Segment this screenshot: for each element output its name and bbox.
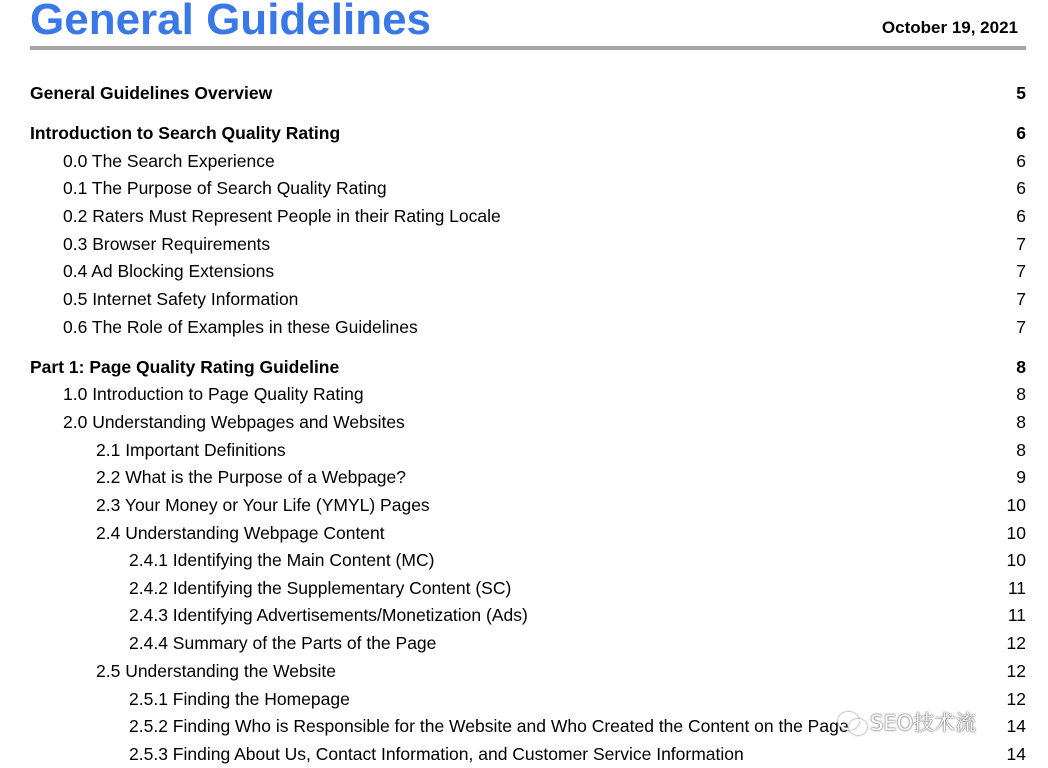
toc-entry-title[interactable]: 2.5 Understanding the Website: [96, 661, 336, 681]
toc-entry-page-number: 7: [1016, 289, 1026, 309]
toc-entry[interactable]: [30, 522, 1026, 544]
toc-entry-page-number: 6: [1016, 206, 1026, 226]
toc-entry-title[interactable]: 0.5 Internet Safety Information: [63, 289, 299, 309]
toc-entry[interactable]: [30, 632, 1026, 654]
toc-entry[interactable]: [30, 150, 1026, 172]
toc-entry-title[interactable]: 0.3 Browser Requirements: [63, 234, 271, 254]
toc-entry-page-number: 7: [1016, 317, 1026, 337]
toc-entry-page-number: 8: [1016, 412, 1026, 432]
toc-entry-page-number: 7: [1016, 234, 1026, 254]
toc-entry-title[interactable]: 2.2 What is the Purpose of a Webpage?: [96, 467, 407, 487]
toc-entry[interactable]: [30, 288, 1026, 310]
toc-entry-title[interactable]: 0.0 The Search Experience: [63, 151, 275, 171]
header-divider: [30, 46, 1026, 50]
toc-entry-page-number: 12: [1006, 689, 1026, 709]
document-header: [30, 0, 1026, 52]
toc-entry[interactable]: [30, 82, 1026, 104]
toc-entry[interactable]: [30, 260, 1026, 282]
toc-entry-page-number: 8: [1016, 384, 1026, 404]
toc-entry[interactable]: [30, 577, 1026, 599]
toc-entry[interactable]: [30, 439, 1026, 461]
toc-entry-title[interactable]: 1.0 Introduction to Page Quality Rating: [63, 384, 364, 404]
toc-entry-page-number: 11: [1007, 578, 1026, 598]
toc-entry-title[interactable]: 2.5.1 Finding the Homepage: [129, 689, 350, 709]
toc-entry[interactable]: [30, 743, 1026, 765]
toc-entry[interactable]: [30, 549, 1026, 571]
toc-entry-page-number: 11: [1007, 605, 1026, 625]
toc-entry[interactable]: [30, 466, 1026, 488]
toc-entry-page-number: 5: [1016, 83, 1026, 103]
toc-entry-title[interactable]: 2.5.3 Finding About Us, Contact Information, and Customer Service Information: [129, 744, 744, 764]
toc-entry[interactable]: [30, 383, 1026, 405]
toc-entry[interactable]: [30, 205, 1026, 227]
toc-entry[interactable]: [30, 233, 1026, 255]
toc-entry[interactable]: [30, 316, 1026, 338]
toc-entry[interactable]: [30, 494, 1026, 516]
toc-entry-title[interactable]: 2.3 Your Money or Your Life (YMYL) Pages: [96, 495, 430, 515]
toc-entry[interactable]: [30, 660, 1026, 682]
toc-entry-title[interactable]: Part 1: Page Quality Rating Guideline: [30, 357, 340, 377]
watermark: [838, 706, 976, 738]
toc-entry-page-number: 8: [1016, 440, 1026, 460]
document-date: October 19, 2021: [881, 18, 1018, 37]
toc-entry-page-number: 7: [1016, 261, 1026, 281]
toc-entry-page-number: 14: [1006, 716, 1026, 736]
toc-entry-title[interactable]: 0.4 Ad Blocking Extensions: [63, 261, 275, 281]
toc-entry[interactable]: [30, 122, 1026, 144]
toc-entry-title[interactable]: Introduction to Search Quality Rating: [30, 123, 341, 143]
toc-entry-title[interactable]: 2.4.1 Identifying the Main Content (MC): [129, 550, 435, 570]
toc-entry-title[interactable]: 2.4 Understanding Webpage Content: [96, 523, 385, 543]
toc-entry-page-number: 14: [1006, 744, 1026, 764]
toc-entry-title[interactable]: 2.4.3 Identifying Advertisements/Monetization (Ads): [129, 605, 528, 625]
toc-entry-title[interactable]: 0.1 The Purpose of Search Quality Rating: [63, 178, 387, 198]
toc-entry-title[interactable]: 2.1 Important Definitions: [96, 440, 286, 460]
toc-entry[interactable]: [30, 411, 1026, 433]
toc-entry[interactable]: [30, 177, 1026, 199]
document-title: General Guidelines: [30, 0, 432, 44]
toc-entry-page-number: 6: [1016, 151, 1026, 171]
watermark-text: SEO技术流: [870, 711, 977, 735]
toc-entry-title[interactable]: 2.4.4 Summary of the Parts of the Page: [129, 633, 437, 653]
toc-entry-title[interactable]: 2.5.2 Finding Who is Responsible for the Website and Who Created the Content on the Page: [129, 716, 849, 736]
toc-entry-page-number: 9: [1016, 467, 1026, 487]
toc-entry-title[interactable]: 0.6 The Role of Examples in these Guidelines: [63, 317, 418, 337]
toc-entry-title[interactable]: 0.2 Raters Must Represent People in their Rating Locale: [63, 206, 501, 226]
toc-entry[interactable]: [30, 604, 1026, 626]
toc-entry-title[interactable]: 2.4.2 Identifying the Supplementary Content (SC): [129, 578, 512, 598]
toc-entry[interactable]: [30, 356, 1026, 378]
toc-entry-page-number: 6: [1016, 123, 1026, 143]
toc-entry-page-number: 12: [1006, 633, 1026, 653]
toc-entry-page-number: 8: [1016, 357, 1026, 377]
toc-entry-title[interactable]: General Guidelines Overview: [30, 83, 273, 103]
toc-entry-page-number: 12: [1006, 661, 1026, 681]
toc-entry-title[interactable]: 2.0 Understanding Webpages and Websites: [63, 412, 405, 432]
toc-entry-page-number: 10: [1006, 550, 1026, 570]
wechat-icon: [838, 710, 866, 734]
toc-entry-page-number: 10: [1006, 523, 1026, 543]
toc-entry-page-number: 6: [1016, 178, 1026, 198]
toc-entry-page-number: 10: [1006, 495, 1026, 515]
